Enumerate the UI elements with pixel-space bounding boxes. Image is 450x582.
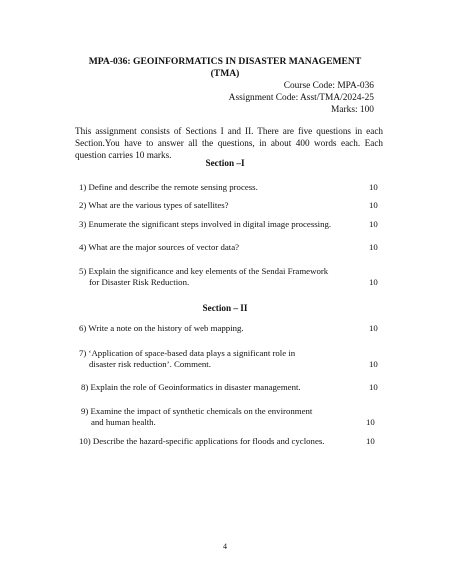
question-text: 2) What are the various types of satellites?	[79, 200, 229, 210]
assignment-code: Assignment Code: Asst/TMA/2024-25	[228, 93, 374, 103]
question-7-marks: 10	[369, 359, 378, 369]
question-text: 7) ‘Application of space-based data plays a significant role in	[79, 348, 296, 358]
question-2	[79, 200, 369, 211]
question-text: 8) Explain the role of Geoinformatics in disaster management.	[81, 382, 301, 392]
question-3-marks: 10	[369, 219, 378, 229]
question-2-marks: 10	[369, 200, 378, 210]
total-marks: Marks: 100	[331, 105, 374, 115]
assignment-instructions: This assignment consists of Sections I and II. There are five questions in each Section.You have to answer all the questions, in about 400 words each. Each question carries 10 marks.	[75, 126, 383, 160]
question-1	[79, 182, 369, 193]
section-heading-2: Section – II	[202, 303, 248, 313]
question-text: 4) What are the major sources of vector data?	[79, 242, 240, 252]
question-4-marks: 10	[369, 242, 378, 252]
page-number: 4	[223, 542, 227, 551]
question-5	[79, 266, 369, 288]
question-10	[79, 436, 369, 447]
question-7	[79, 348, 369, 370]
question-10-marks: 10	[366, 436, 375, 446]
question-1-marks: 10	[369, 182, 378, 192]
question-8	[81, 382, 371, 393]
question-6	[79, 323, 369, 334]
question-text: 6) Write a note on the history of web mapping.	[79, 323, 244, 333]
document-title: MPA-036: GEOINFORMATICS IN DISASTER MANAGEMENT	[88, 56, 362, 67]
question-9	[81, 406, 371, 428]
question-text: 9) Examine the impact of synthetic chemicals on the environment	[81, 406, 313, 416]
question-5-marks: 10	[369, 277, 378, 287]
question-4	[79, 242, 369, 253]
question-text-continued: disaster risk reduction’. Comment.	[89, 359, 211, 369]
document-subtitle: (TMA)	[210, 68, 240, 79]
section-heading-1: Section –I	[205, 158, 245, 168]
question-8-marks: 10	[369, 382, 378, 392]
question-text-continued: and human health.	[91, 417, 156, 427]
question-3	[79, 219, 369, 230]
question-text: 1) Define and describe the remote sensing process.	[79, 182, 258, 192]
question-text: 10) Describe the hazard-specific applications for floods and cyclones.	[79, 436, 325, 446]
question-text: 3) Enumerate the significant steps involved in digital image processing.	[79, 219, 332, 229]
course-code: Course Code: MPA-036	[283, 81, 374, 91]
question-text: 5) Explain the significance and key elements of the Sendai Framework	[79, 266, 329, 276]
question-9-marks: 10	[366, 417, 375, 427]
question-6-marks: 10	[369, 323, 378, 333]
question-text-continued: for Disaster Risk Reduction.	[89, 277, 190, 287]
